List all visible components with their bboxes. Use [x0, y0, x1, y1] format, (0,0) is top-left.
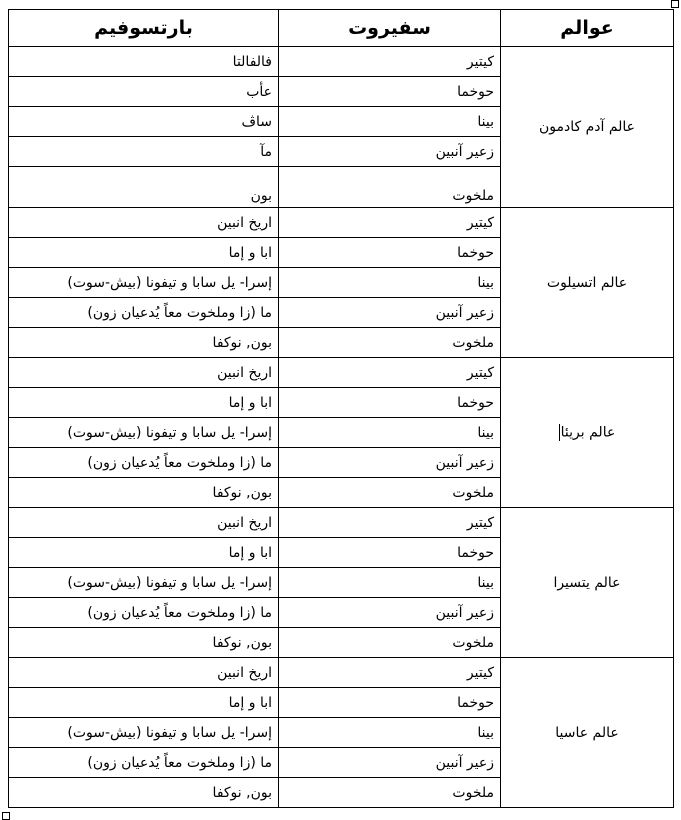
sefira-cell[interactable]: كيتير [279, 47, 501, 77]
world-name: عالم اتسيلوت [546, 274, 628, 291]
sefira-cell[interactable]: حوخما [279, 538, 501, 568]
header-sefirot: سفيروت [279, 10, 501, 47]
world-name: عالم يتسيرا [553, 574, 621, 591]
sefira-cell[interactable]: ملخوت [279, 778, 501, 808]
sefira-cell[interactable]: بينا [279, 418, 501, 448]
sefira-cell[interactable]: بينا [279, 568, 501, 598]
partzuf-cell[interactable]: ما (زا وملخوت معاً يُدعيان زون) [9, 298, 279, 328]
sefira-cell[interactable]: ملخوت [279, 328, 501, 358]
partzuf-cell[interactable]: بون [9, 167, 279, 208]
partzuf-cell[interactable]: ما (زا وملخوت معاً يُدعيان زون) [9, 748, 279, 778]
table-header-row [9, 10, 674, 47]
table-row [9, 47, 674, 77]
sefira-cell[interactable]: زعير آنبين [279, 298, 501, 328]
world-name-cell[interactable] [501, 47, 674, 208]
world-name-cell[interactable] [501, 208, 674, 358]
sefira-cell[interactable]: بينا [279, 268, 501, 298]
partzuf-cell[interactable]: بون, نوكفا [9, 478, 279, 508]
partzuf-cell[interactable]: بون, نوكفا [9, 628, 279, 658]
world-name-cell[interactable] [501, 508, 674, 658]
sefira-cell[interactable]: حوخما [279, 77, 501, 107]
partzuf-cell[interactable]: بون, نوكفا [9, 778, 279, 808]
sefira-cell[interactable]: ملخوت [279, 478, 501, 508]
partzuf-cell[interactable]: بون, نوكفا [9, 328, 279, 358]
table-row [9, 658, 674, 688]
world-name-cell[interactable] [501, 358, 674, 508]
sefira-cell[interactable]: بينا [279, 107, 501, 137]
table-row [9, 508, 674, 538]
partzuf-cell[interactable]: إسرا- يل سابا و تيفونا (بيش-سوت) [9, 418, 279, 448]
partzuf-cell[interactable]: ابا و إما [9, 238, 279, 268]
world-name: عالم عاسيا [555, 724, 619, 741]
table-container [8, 9, 674, 808]
sefira-cell[interactable]: كيتير [279, 208, 501, 238]
world-name-cell[interactable] [501, 658, 674, 808]
partzuf-cell[interactable]: ساڤ [9, 107, 279, 137]
partzuf-cell[interactable]: ما (زا وملخوت معاً يُدعيان زون) [9, 448, 279, 478]
header-worlds: عوالم [501, 10, 674, 47]
worlds-table [8, 9, 674, 808]
partzuf-cell[interactable]: اريخ انبين [9, 208, 279, 238]
sefira-cell[interactable]: حوخما [279, 688, 501, 718]
partzuf-cell[interactable]: ابا و إما [9, 538, 279, 568]
text-cursor-icon [559, 424, 560, 441]
partzuf-cell[interactable]: مآ [9, 137, 279, 167]
table-row [9, 208, 674, 238]
partzuf-cell[interactable]: اريخ انبين [9, 658, 279, 688]
sefira-cell[interactable]: زعير آنبين [279, 137, 501, 167]
sefira-cell[interactable]: كيتير [279, 658, 501, 688]
partzuf-cell[interactable]: إسرا- يل سابا و تيفونا (بيش-سوت) [9, 718, 279, 748]
sefira-cell[interactable]: حوخما [279, 238, 501, 268]
partzuf-cell[interactable]: اريخ انبين [9, 508, 279, 538]
header-partzufim: بارتسوفيم [9, 10, 279, 47]
sefira-cell[interactable]: ملخوت [279, 167, 501, 208]
sefira-cell[interactable]: زعير آنبين [279, 598, 501, 628]
sefira-cell[interactable]: كيتير [279, 508, 501, 538]
world-name: عالم آدم كادمون [538, 119, 636, 135]
table-row [9, 358, 674, 388]
world-name: عالم بريئا [560, 424, 616, 441]
partzuf-cell[interactable]: ابا و إما [9, 688, 279, 718]
partzuf-cell[interactable]: إسرا- يل سابا و تيفونا (بيش-سوت) [9, 268, 279, 298]
sefira-cell[interactable]: زعير آنبين [279, 748, 501, 778]
partzuf-cell[interactable]: فالفالتا [9, 47, 279, 77]
partzuf-cell[interactable]: عأب [9, 77, 279, 107]
partzuf-cell[interactable]: ما (زا وملخوت معاً يُدعيان زون) [9, 598, 279, 628]
sefira-cell[interactable]: ملخوت [279, 628, 501, 658]
sefira-cell[interactable]: بينا [279, 718, 501, 748]
partzuf-cell[interactable]: ابا و إما [9, 388, 279, 418]
sefira-cell[interactable]: زعير آنبين [279, 448, 501, 478]
table-move-handle-icon[interactable] [671, 0, 679, 8]
sefira-cell[interactable]: كيتير [279, 358, 501, 388]
partzuf-cell[interactable]: اريخ انبين [9, 358, 279, 388]
sefira-cell[interactable]: حوخما [279, 388, 501, 418]
partzuf-cell[interactable]: إسرا- يل سابا و تيفونا (بيش-سوت) [9, 568, 279, 598]
